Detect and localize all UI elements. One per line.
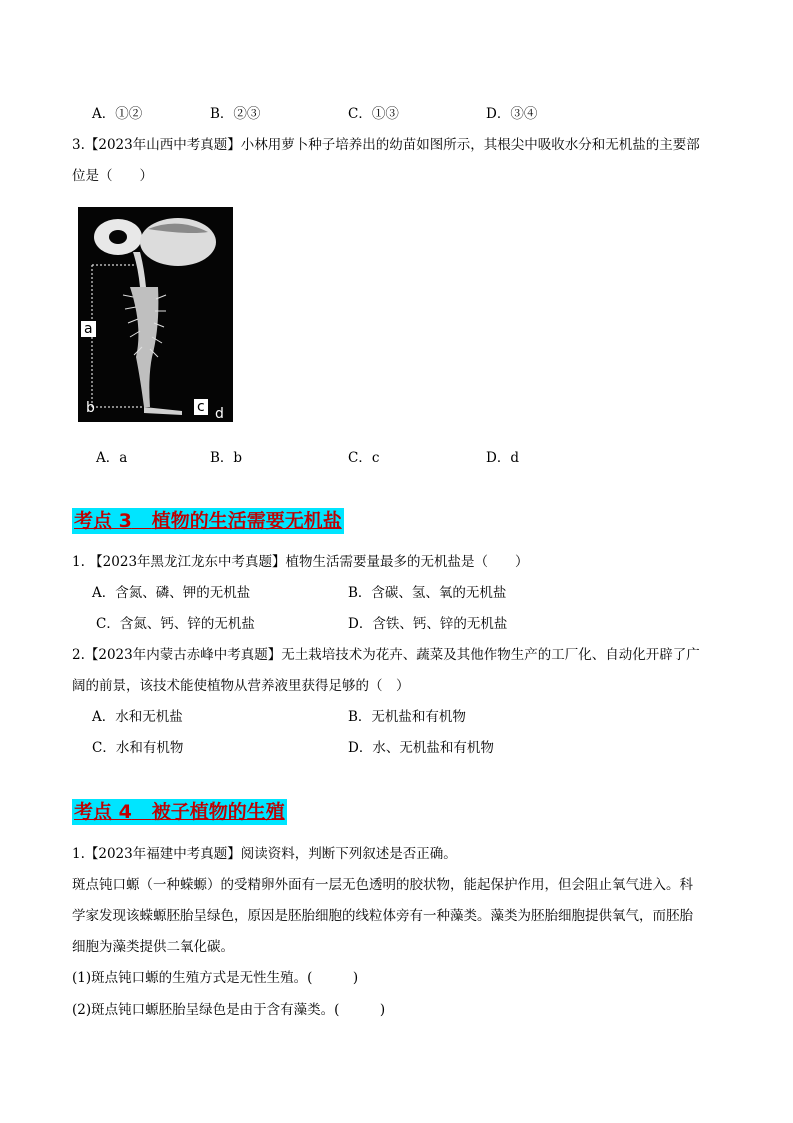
s3-q2-option-a: A．水和无机盐	[92, 709, 183, 725]
label-b: b	[86, 400, 95, 416]
s3-q1-stem: 1. 【2023年黑龙江龙东中考真题】植物生活需要量最多的无机盐是（ ）	[72, 554, 529, 570]
s3-q2-option-c: C．水和有机物	[92, 740, 184, 756]
s3-q1-option-b: B．含碳、氢、氧的无机盐	[348, 585, 507, 601]
q3-stem-line2: 位是（ ）	[72, 168, 153, 184]
s4-q1-paragraph-line3: 细胞为藻类提供二氧化碳。	[72, 939, 234, 955]
s4-q1-paragraph-line1: 斑点钝口螈（一种蝾螈）的受精卵外面有一层无色透明的胶状物，能起保护作用，但会阻止氧气进入。科	[72, 877, 693, 893]
s4-q1-sub1: (1)斑点钝口螈的生殖方式是无性生殖。( )	[72, 970, 359, 986]
option-a: A．①②	[92, 106, 143, 122]
label-c: c	[194, 399, 208, 415]
s4-q1-sub2: (2)斑点钝口螈胚胎呈绿色是由于含有藻类。( )	[72, 1002, 386, 1018]
s3-q2-stem-line2: 阔的前景，该技术能使植物从营养液里获得足够的（ ）	[72, 678, 410, 694]
s3-q1-option-c: C．含氮、钙、锌的无机盐	[96, 616, 255, 632]
option-c: C．①③	[348, 106, 399, 122]
q3-option-b: B．b	[210, 450, 243, 466]
section-4-number: 考点 4	[74, 801, 132, 823]
option-d: D．③④	[486, 106, 538, 122]
s3-q1-option-d: D．含铁、钙、锌的无机盐	[348, 616, 508, 632]
q3-option-a: A．a	[96, 450, 128, 466]
section-4-heading	[72, 799, 287, 825]
s3-q2-stem-line1: 2.【2023年内蒙古赤峰中考真题】无土栽培技术为花卉、蔬菜及其他作物生产的工厂化、自动化开辟了广	[72, 647, 700, 663]
label-d: d	[215, 406, 224, 422]
q3-stem-line1: 3.【2023年山西中考真题】小林用萝卜种子培养出的幼苗如图所示，其根尖中吸收水分和无机盐的主要部	[72, 137, 700, 153]
s3-q1-option-a: A．含氮、磷、钾的无机盐	[92, 585, 251, 601]
seedling-drawing	[78, 207, 233, 422]
label-a: a	[81, 321, 96, 337]
section-3-title: 植物的生活需要无机盐	[151, 510, 342, 532]
s3-q2-option-d: D．水、无机盐和有机物	[348, 740, 494, 756]
s4-q1-paragraph-line2: 学家发现该蝾螈胚胎呈绿色，原因是胚胎细胞的线粒体旁有一种藻类。藻类为胚胎细胞提供氧气，而胚胎	[72, 908, 693, 924]
seedling-photo	[78, 207, 233, 422]
section-3-heading	[72, 508, 344, 534]
s4-q1-stem: 1.【2023年福建中考真题】阅读资料，判断下列叙述是否正确。	[72, 846, 457, 862]
q3-option-d: D．d	[486, 450, 519, 466]
s3-q2-option-b: B．无机盐和有机物	[348, 709, 466, 725]
q3-option-c: C．c	[348, 450, 380, 466]
section-4-title: 被子植物的生殖	[151, 801, 285, 823]
option-b: B．②③	[210, 106, 261, 122]
section-3-number: 考点 3	[74, 510, 132, 532]
